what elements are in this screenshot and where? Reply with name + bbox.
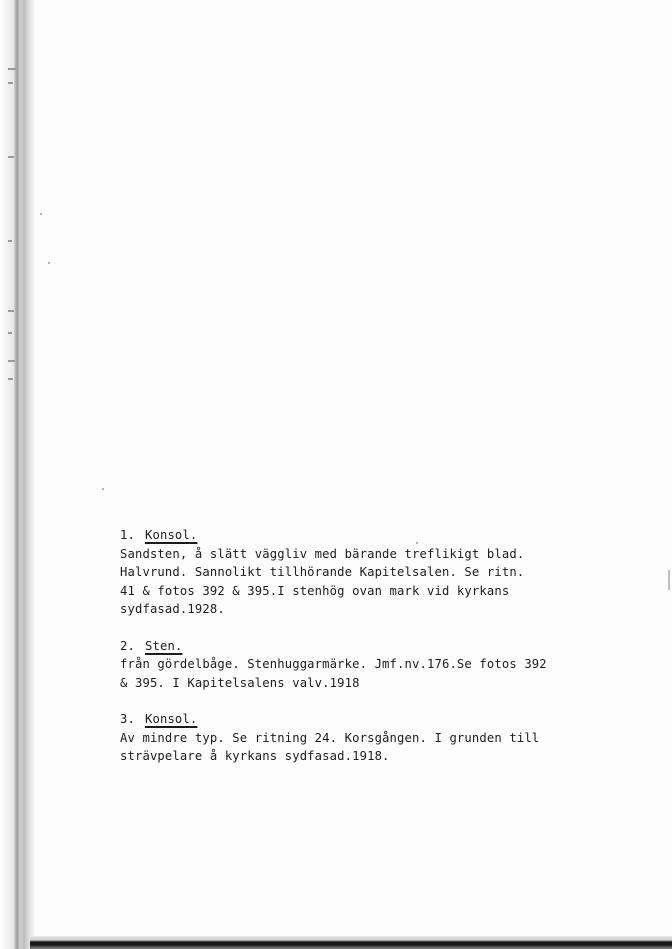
entry-line: sydfasad.1928. [120, 602, 225, 616]
entry-line: från gördelbåge. Stenhuggarmärke. Jmf.nv.176.Se fotos 392 [120, 657, 547, 671]
entry-number: 1. [120, 528, 135, 542]
entry-line: Av mindre typ. Se ritning 24. Korsgången. I grunden till [120, 730, 540, 745]
page-bottom-edge [30, 936, 672, 949]
catalog-entry [120, 526, 650, 619]
entry-number: 3. [120, 712, 135, 726]
entry-line: strävpelare å kyrkans sydfasad.1918. [120, 749, 390, 763]
catalog-entry [120, 710, 650, 766]
catalog-entry [120, 637, 650, 693]
scan-speck [102, 488, 104, 490]
entry-title: Konsol. [144, 528, 198, 542]
entry-heading [120, 637, 650, 656]
entry-heading [120, 710, 650, 729]
scan-speck [40, 213, 42, 215]
scan-speck [668, 570, 670, 590]
entry-title: Konsol. [144, 712, 198, 726]
entry-heading [120, 526, 650, 545]
catalog-text [120, 526, 650, 784]
entry-title: Sten. [144, 638, 183, 653]
entry-line: 41 & fotos 392 & 395.I stenhög ovan mark vid kyrkans [120, 583, 510, 598]
entry-line: & 395. I Kapitelsalens valv.1918 [120, 675, 360, 690]
entry-line: Sandsten, å slätt väggliv med bärande treflikigt blad. [120, 546, 525, 561]
binding-marks [8, 60, 22, 400]
entry-line: Halvrund. Sannolikt tillhörande Kapitelsalen. Se ritn. [120, 565, 525, 579]
entry-number: 2. [120, 638, 135, 653]
scan-speck [48, 262, 50, 264]
